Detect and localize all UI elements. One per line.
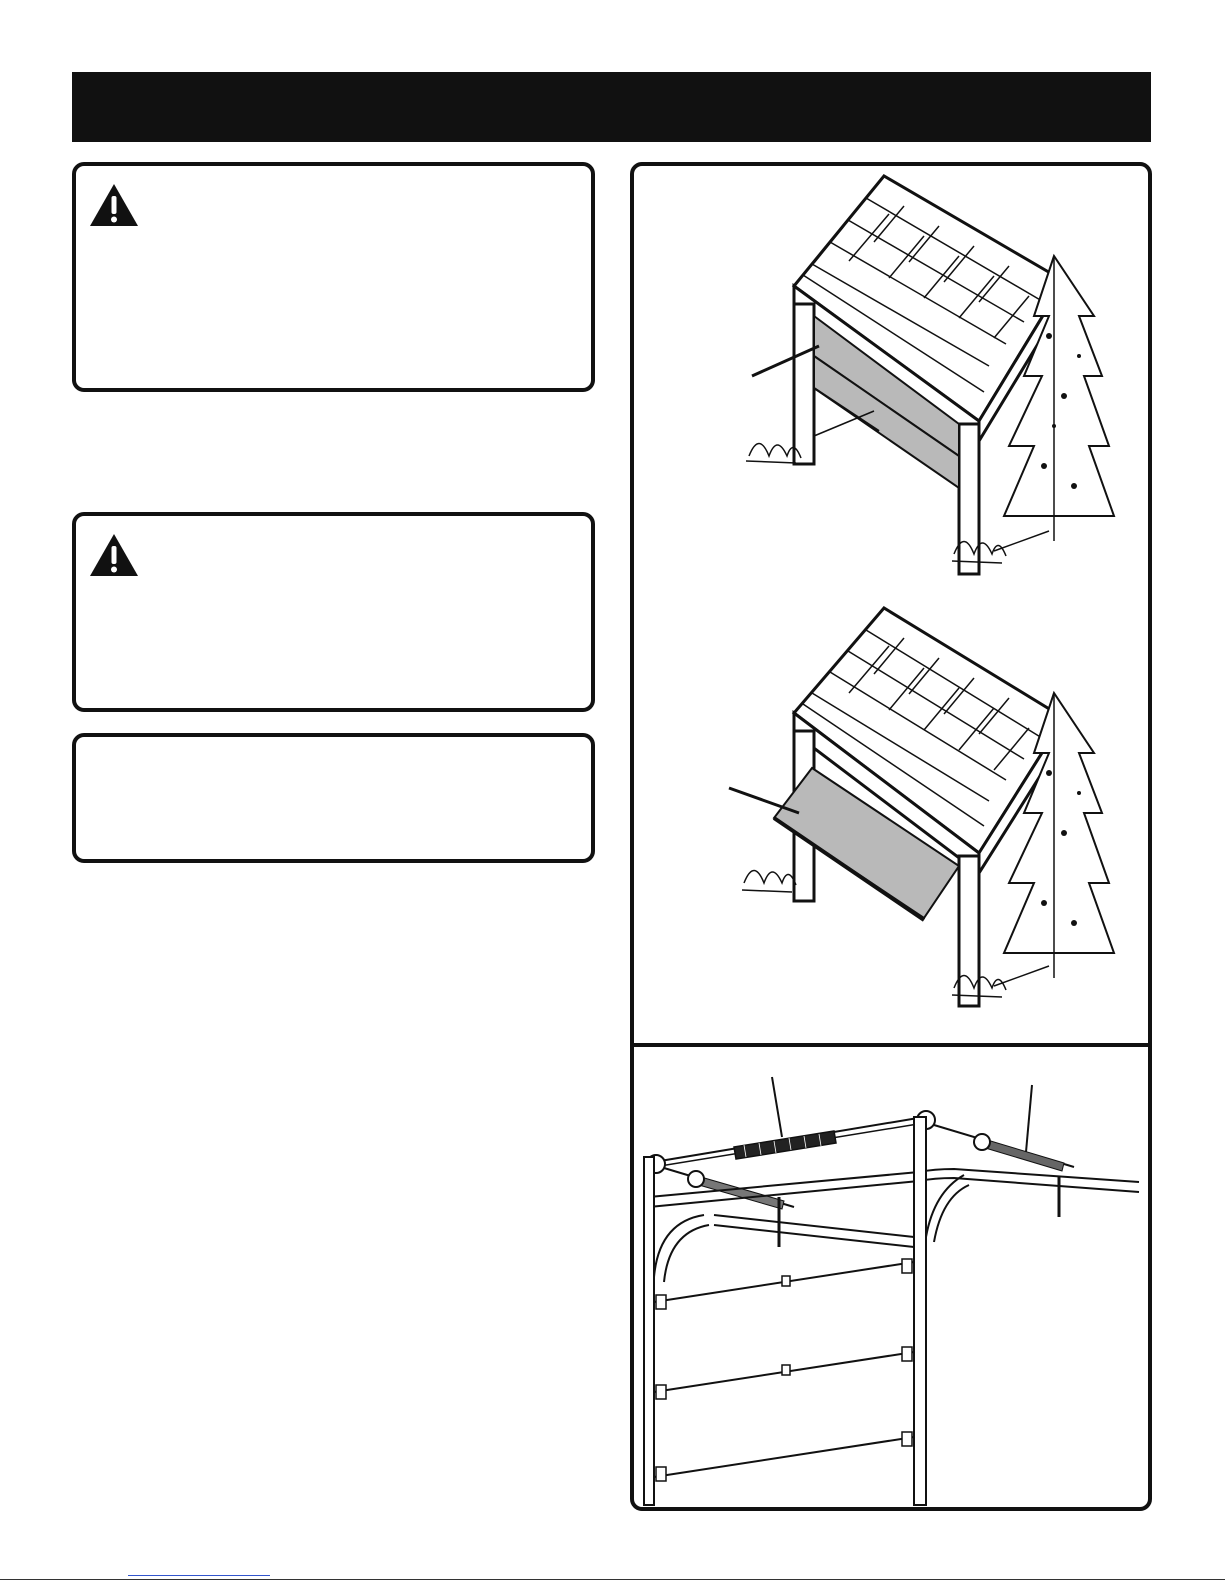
figure-sectional-door: [630, 162, 1152, 602]
warning-triangle-icon: [88, 182, 140, 228]
note-box: [72, 733, 595, 863]
warning-triangle-icon: [88, 532, 140, 578]
footer-rule: [0, 1579, 1225, 1580]
figure-springs-tracks: [630, 1043, 1152, 1511]
door-springs-illustration: [634, 1047, 1148, 1507]
footer-link-underline: [128, 1575, 270, 1576]
garage-sectional-illustration: [634, 166, 1148, 598]
warning-box-1: [72, 162, 595, 392]
garage-one-piece-illustration: [634, 598, 1148, 1044]
figure-one-piece-door: [630, 598, 1152, 1048]
warning-box-2: [72, 512, 595, 712]
section-header-bar: [72, 72, 1151, 142]
